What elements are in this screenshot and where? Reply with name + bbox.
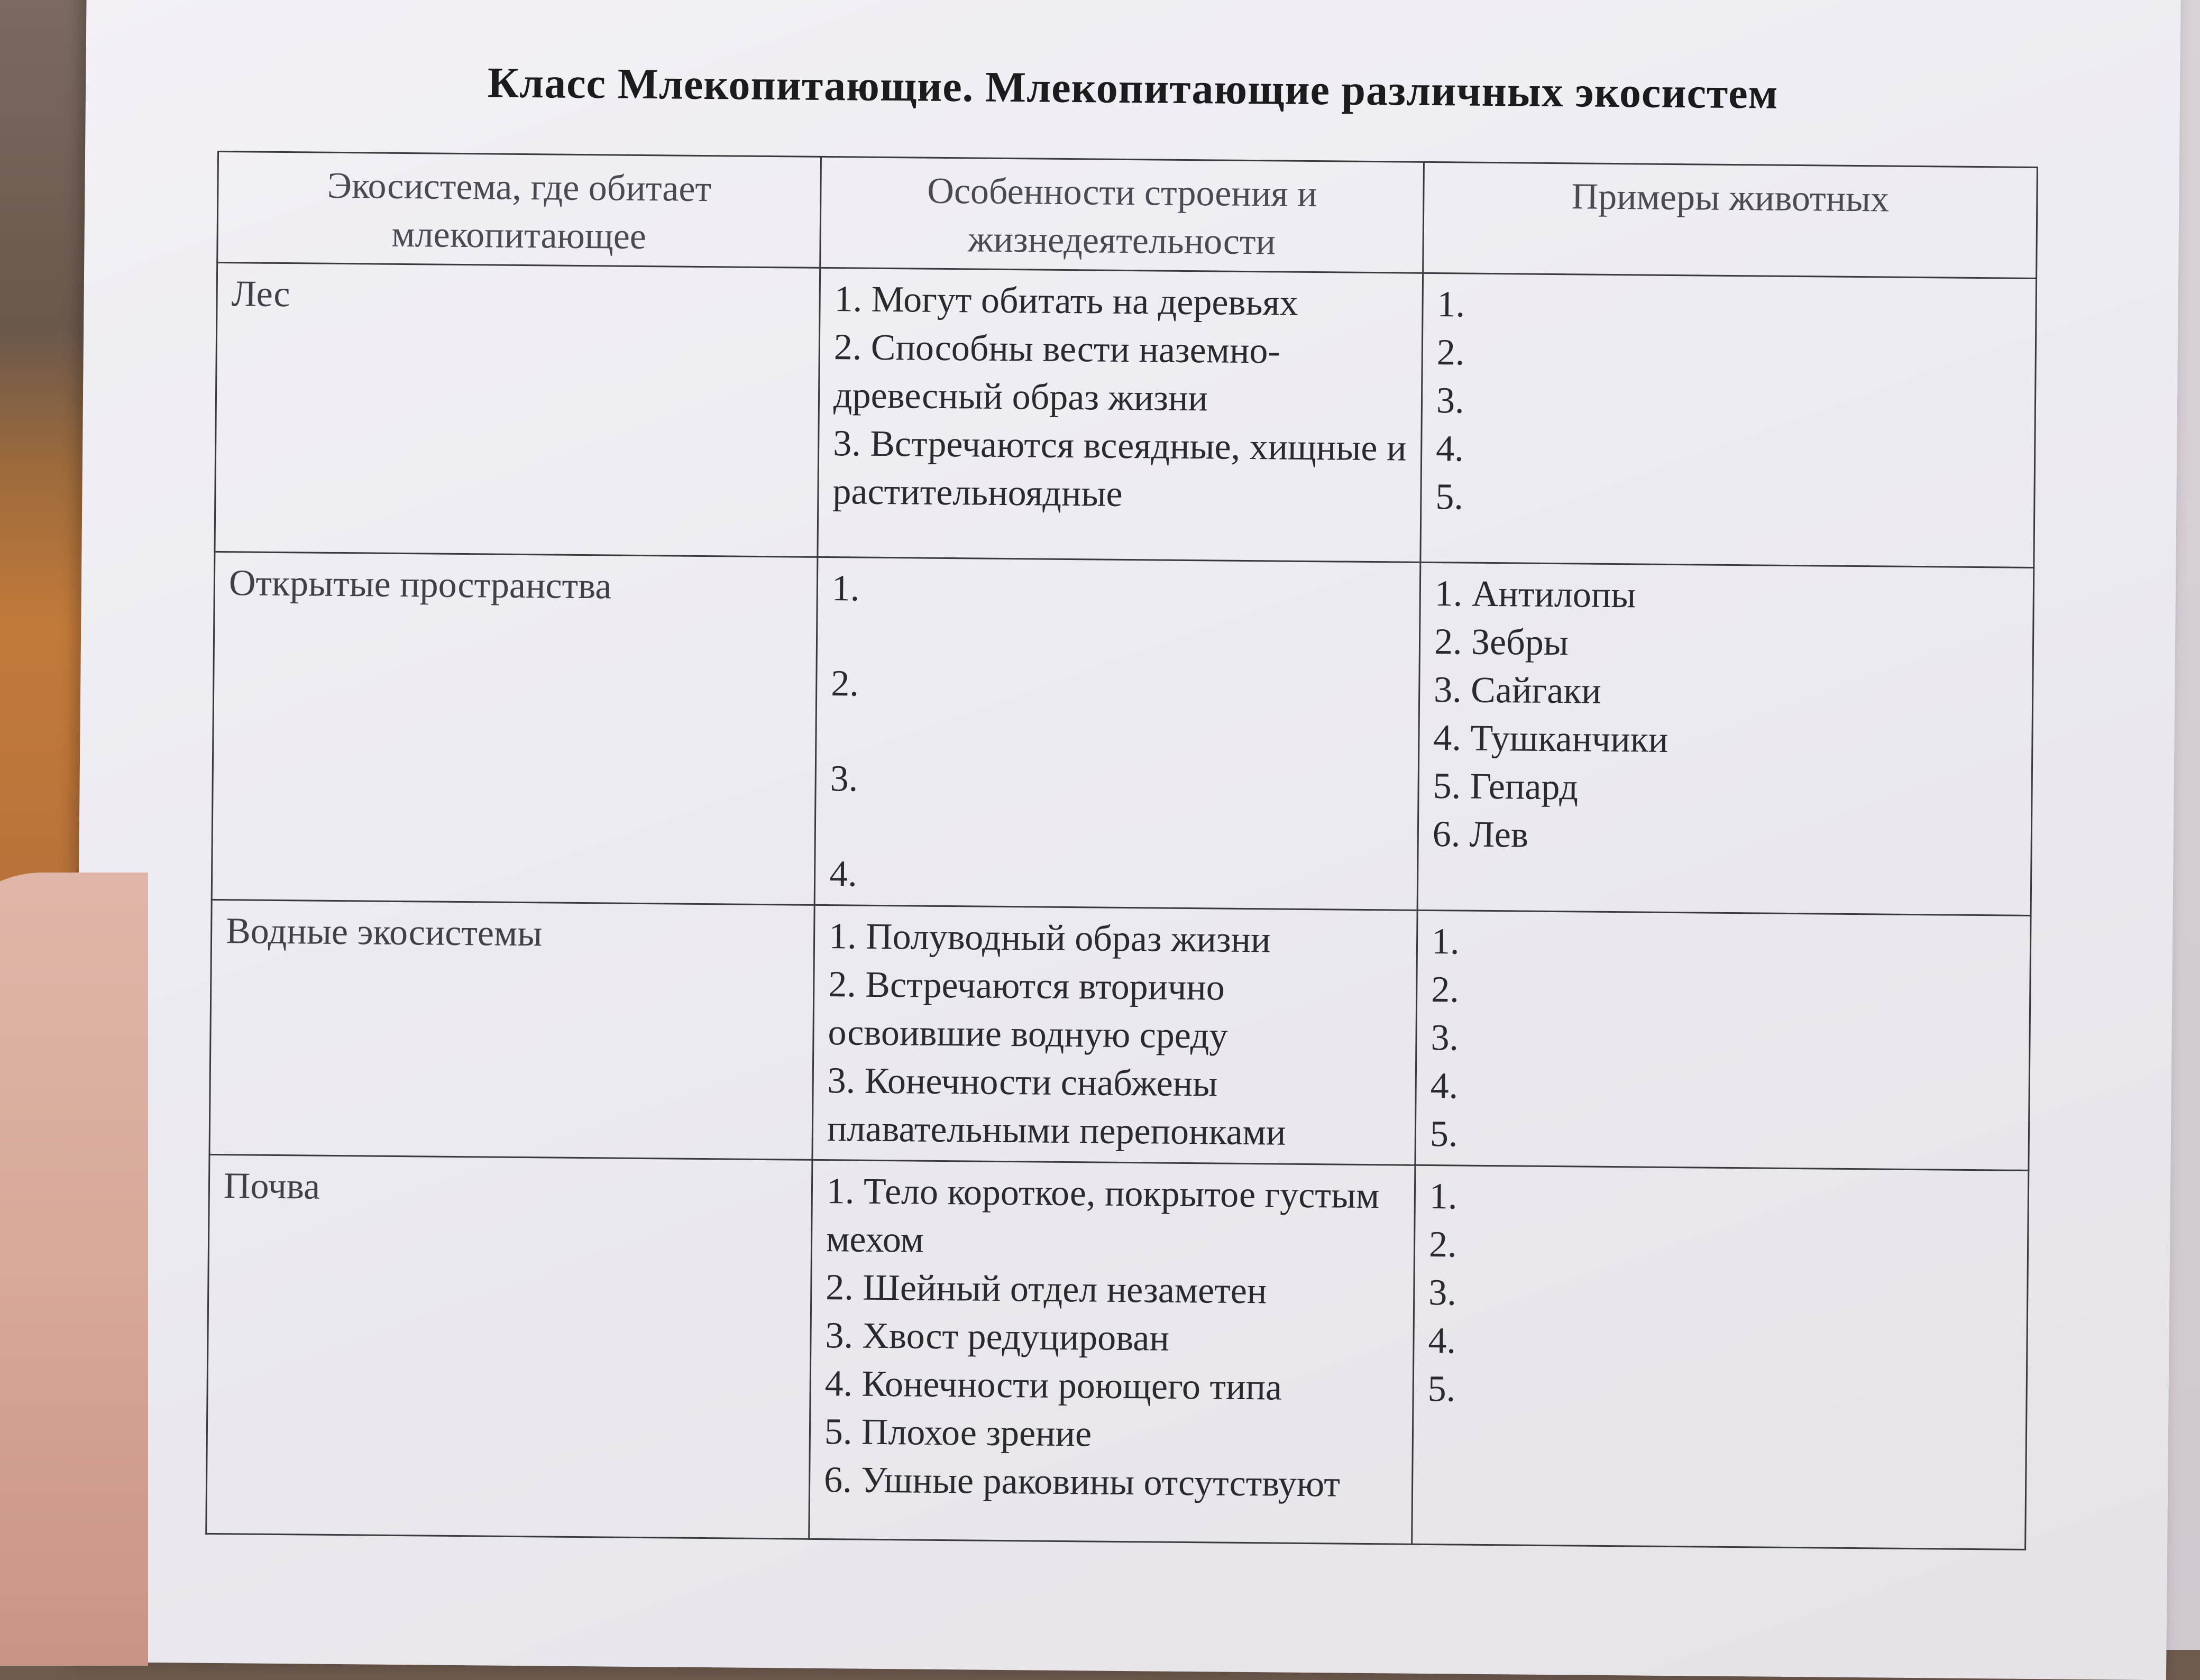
feature-item: 4. <box>829 853 858 895</box>
feature-item: 2. <box>830 663 859 704</box>
feature-item: 4. Конечности роющего типа <box>824 1363 1282 1408</box>
feature-item: 2. Способны вести наземно-древесный образ жизни <box>833 327 1281 419</box>
table-row <box>212 552 2034 915</box>
features-cell <box>814 557 1420 910</box>
features-cell <box>818 268 1423 562</box>
example-item: 3. <box>1436 380 1464 421</box>
feature-item: 2. Шейный отдел незаметен <box>826 1267 1267 1312</box>
ecosystem-cell: Водные экосистемы <box>209 899 814 1160</box>
table-row <box>215 262 2037 567</box>
ecosystem-cell: Открытые пространства <box>212 552 818 905</box>
feature-item: 6. Ушные раковины отсутствуют <box>823 1459 1341 1505</box>
example-item: 4. <box>1430 1066 1459 1107</box>
ecosystem-table <box>205 151 2038 1550</box>
feature-item: 3. Конечности снабжены плавательными перепонками <box>827 1060 1286 1153</box>
example-item: 3. Сайгаки <box>1433 669 1602 712</box>
examples-cell <box>1417 562 2034 915</box>
example-item: 2. <box>1431 969 1460 1011</box>
examples-cell <box>1412 1165 2029 1549</box>
holding-hand <box>0 873 148 1666</box>
table-row <box>209 899 2031 1170</box>
feature-item: 1. Могут обитать на деревьях <box>834 279 1299 324</box>
example-item: 2. <box>1436 332 1465 373</box>
header-ecosystem: Экосистема, где обитает млекопитающее <box>217 151 821 268</box>
examples-cell <box>1420 273 2037 567</box>
header-examples: Примеры животных <box>1423 162 2038 278</box>
feature-item: 3. Встречаются всеядные, хищные и растительноядные <box>832 423 1407 515</box>
example-item: 4. <box>1435 428 1464 470</box>
example-item: 3. <box>1431 1017 1459 1059</box>
feature-item: 1. <box>831 568 860 609</box>
features-cell <box>809 1160 1415 1544</box>
example-item: 3. <box>1428 1272 1457 1314</box>
feature-item: 3. Хвост редуцирован <box>825 1315 1170 1359</box>
example-item: 5. <box>1427 1369 1456 1410</box>
ecosystem-cell: Лес <box>215 262 820 557</box>
feature-item: 1. Тело короткое, покрытое густым мехом <box>826 1171 1380 1261</box>
example-item: 1. <box>1429 1176 1458 1217</box>
example-item: 6. Лев <box>1432 814 1529 856</box>
table-row <box>206 1154 2029 1549</box>
ecosystem-cell: Почва <box>206 1154 812 1539</box>
paper-sheet <box>72 0 2181 1680</box>
example-item: 5. <box>1429 1114 1458 1155</box>
header-features: Особенности строения и жизнедеятельности <box>820 157 1424 273</box>
document-title: Класс Млекопитающие. Млекопитающие различных экосистем <box>487 58 1779 118</box>
features-cell <box>812 905 1417 1165</box>
example-item: 2. <box>1428 1224 1457 1265</box>
feature-item: 5. Плохое зрение <box>824 1411 1092 1455</box>
example-item: 4. Тушканчики <box>1433 718 1669 760</box>
feature-item: 3. <box>830 758 858 800</box>
example-item: 1. <box>1437 284 1465 325</box>
example-item: 1. <box>1431 921 1460 962</box>
example-item: 2. Зебры <box>1434 621 1569 664</box>
example-item: 4. <box>1428 1320 1456 1362</box>
examples-cell <box>1415 910 2031 1170</box>
example-item: 5. <box>1435 476 1464 518</box>
table-header-row <box>217 151 2038 278</box>
feature-item: 1. Полуводный образ жизни <box>828 916 1271 961</box>
feature-item: 2. Встречаются вторично освоившие водную среду <box>828 964 1228 1057</box>
example-item: 1. Антилопы <box>1434 573 1636 616</box>
example-item: 5. Гепард <box>1433 766 1579 808</box>
